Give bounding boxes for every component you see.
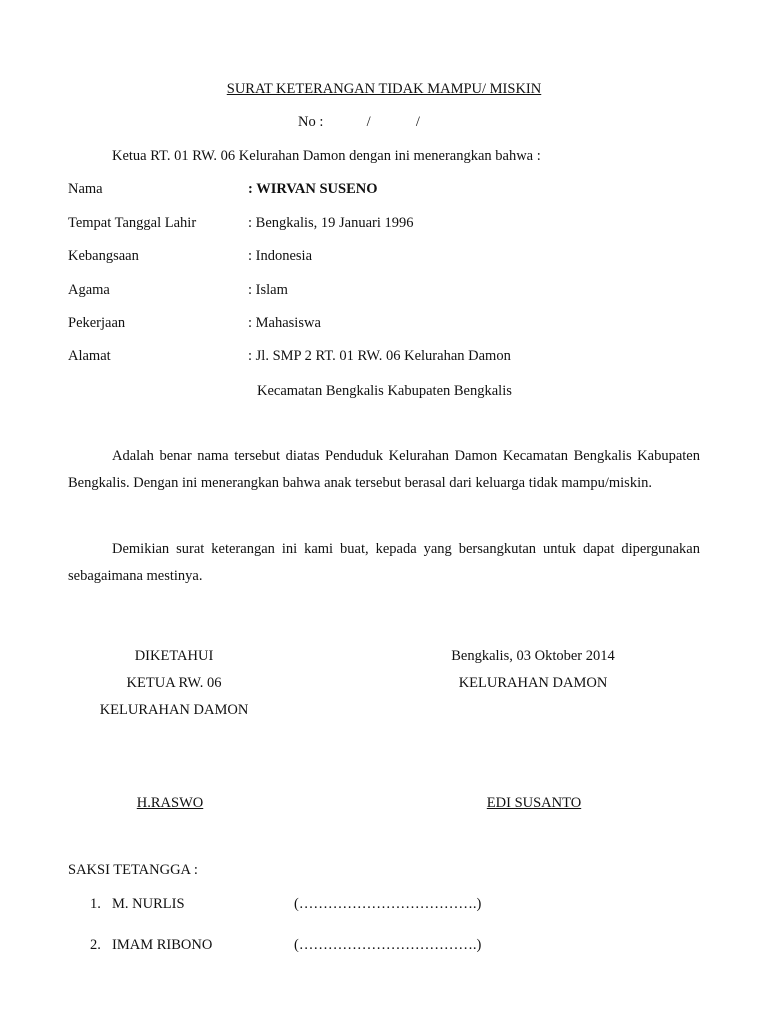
- field-row-nama: [68, 181, 378, 198]
- left-sign-line-1: DIKETAHUI: [134, 648, 214, 664]
- address-line-2: Kecamatan Bengkalis Kabupaten Bengkalis: [257, 383, 512, 399]
- field-value: : Jl. SMP 2 RT. 01 RW. 06 Kelurahan Damon: [248, 348, 511, 364]
- number-separator-1: /: [366, 114, 371, 130]
- witness-signature-1: (……………………………….): [294, 896, 482, 912]
- field-row-agama: [68, 282, 288, 299]
- field-value: : WIRVAN SUSENO: [248, 181, 378, 197]
- field-label: Pekerjaan: [68, 315, 126, 331]
- field-value: : Mahasiswa: [248, 315, 321, 331]
- field-label: Kebangsaan: [68, 248, 139, 264]
- paragraph-closing: [68, 536, 700, 590]
- left-sign-line-2: KETUA RW. 06: [126, 675, 222, 691]
- witness-signature-2: (……………………………….): [294, 937, 482, 953]
- paragraph-statement-text: Adalah benar nama tersebut diatas Penduduk Kelurahan Damon Kecamatan Bengkalis Kabupaten Bengkalis. Dengan ini menerangkan bahwa anak tersebut berasal dari keluarga tidak mampu/miskin.: [68, 448, 700, 491]
- field-row-alamat: [68, 348, 511, 365]
- witness-name: IMAM RIBONO: [112, 937, 213, 953]
- field-row-pekerjaan: [68, 315, 321, 332]
- witness-heading: SAKSI TETANGGA :: [68, 862, 198, 878]
- right-sign-date: Bengkalis, 03 Oktober 2014: [451, 648, 615, 664]
- paragraph-statement: [68, 443, 700, 497]
- right-sign-line-2: KELURAHAN DAMON: [458, 675, 608, 691]
- number-separator-2: /: [415, 114, 420, 130]
- document-title: SURAT KETERANGAN TIDAK MAMPU/ MISKIN: [226, 81, 542, 97]
- left-sign-line-3: KELURAHAN DAMON: [99, 702, 249, 718]
- field-row-kebangsaan: [68, 248, 312, 265]
- intro-text: Ketua RT. 01 RW. 06 Kelurahan Damon dengan ini menerangkan bahwa :: [112, 148, 541, 164]
- field-label: Nama: [68, 181, 103, 197]
- witness-item-2: [90, 937, 212, 954]
- field-label: Tempat Tanggal Lahir: [68, 215, 197, 231]
- right-signatory-name: EDI SUSANTO: [486, 795, 582, 811]
- field-value: : Islam: [248, 282, 288, 298]
- letter-number: [298, 114, 420, 131]
- field-value: : Indonesia: [248, 248, 313, 264]
- paragraph-closing-text: Demikian surat keterangan ini kami buat, kepada yang bersangkutan untuk dapat dipergunakan sebagaimana mestinya.: [68, 541, 700, 584]
- witness-item-1: [90, 896, 185, 913]
- field-label: Alamat: [68, 348, 111, 364]
- field-row-ttl: [68, 215, 414, 232]
- witness-number: 1.: [90, 896, 101, 912]
- witness-number: 2.: [90, 937, 101, 953]
- witness-name: M. NURLIS: [112, 896, 185, 912]
- field-value: : Bengkalis, 19 Januari 1996: [248, 215, 414, 231]
- left-signatory-name: H.RASWO: [136, 795, 204, 811]
- field-label: Agama: [68, 282, 110, 298]
- number-label: No :: [298, 114, 324, 130]
